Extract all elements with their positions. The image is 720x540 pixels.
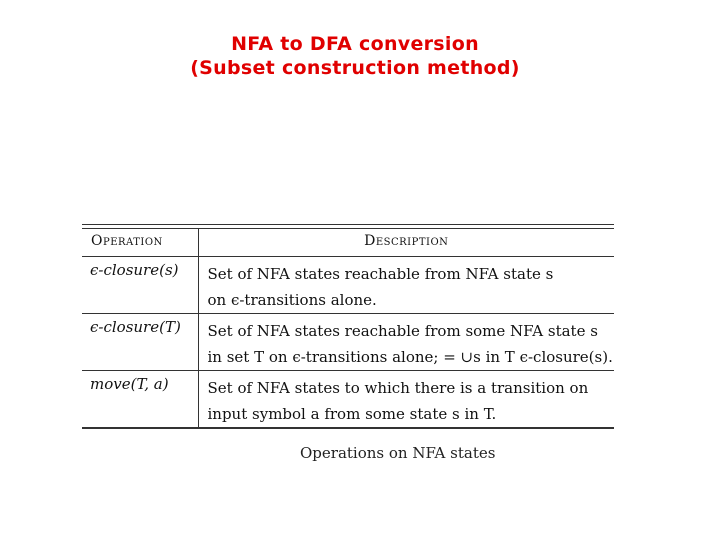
title-line-2: (Subset construction method) bbox=[190, 57, 520, 79]
description-line: input symbol a from some state s in T. bbox=[207, 405, 497, 423]
description-cell bbox=[198, 257, 614, 314]
table-row bbox=[82, 314, 614, 371]
description-cell bbox=[198, 371, 614, 429]
slide-title bbox=[0, 32, 710, 80]
operation-cell: ϵ-closure(T) bbox=[82, 314, 198, 371]
description-line: Set of NFA states to which there is a transition on bbox=[207, 379, 589, 397]
description-line: Set of NFA states reachable from NFA state s bbox=[207, 265, 554, 283]
description-cell bbox=[198, 314, 614, 371]
title-line-1: NFA to DFA conversion bbox=[231, 33, 479, 55]
table-header-row bbox=[82, 229, 614, 257]
header-description: Description bbox=[198, 229, 614, 257]
table-row bbox=[82, 371, 614, 429]
description-line: Set of NFA states reachable from some NFA state s bbox=[207, 322, 598, 340]
description-line: on ϵ-transitions alone. bbox=[207, 291, 377, 309]
table-caption: Operations on NFA states bbox=[300, 444, 496, 462]
operations-table bbox=[82, 224, 614, 429]
operation-cell: ϵ-closure(s) bbox=[82, 257, 198, 314]
table-row bbox=[82, 257, 614, 314]
description-line: in set T on ϵ-transitions alone; = ∪s in T ϵ-closure(s). bbox=[207, 348, 613, 366]
operation-cell: move(T, a) bbox=[82, 371, 198, 429]
header-operation: Operation bbox=[82, 229, 198, 257]
